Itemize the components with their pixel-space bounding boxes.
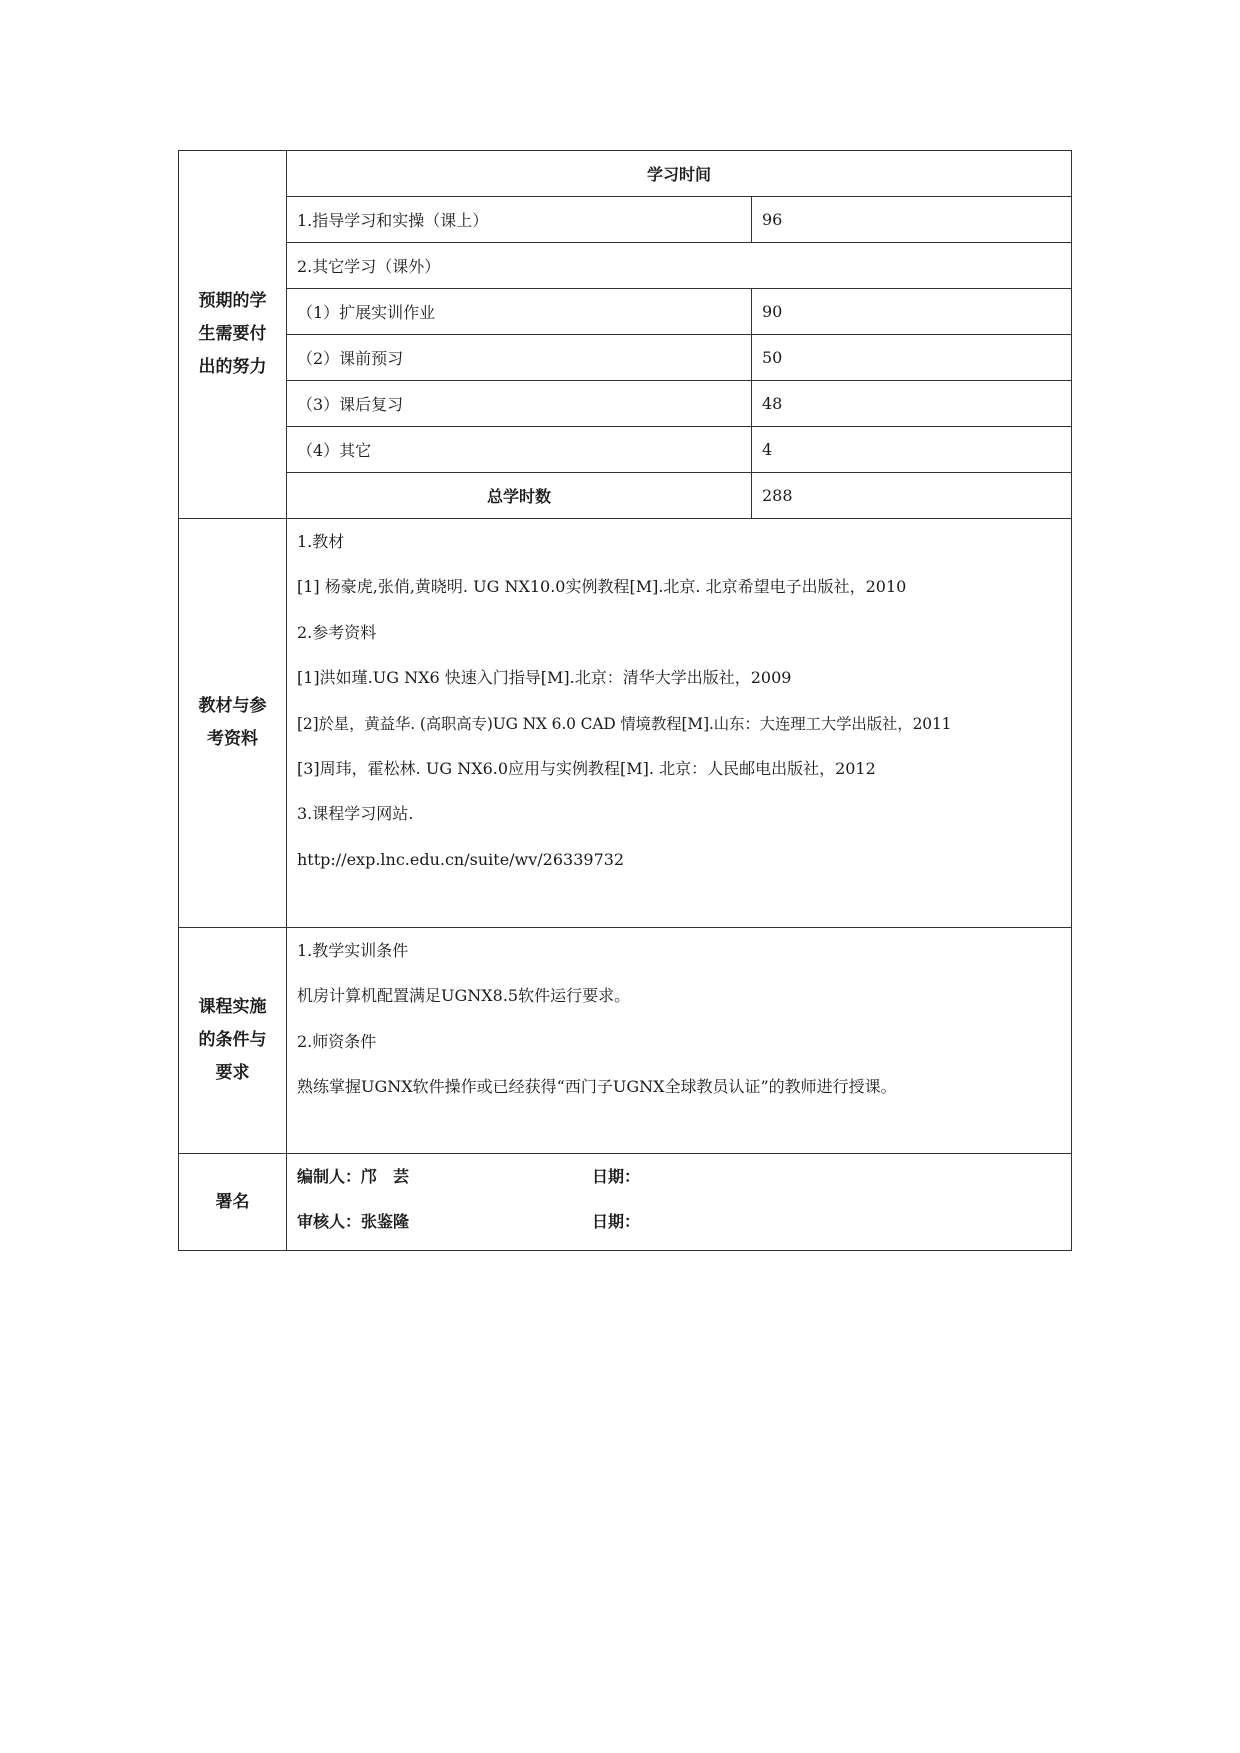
- materials-line: [1]洪如瑾.UG NX6 快速入门指导[M].北京：清华大学出版社，2009: [297, 668, 792, 688]
- signature-content: [287, 1154, 1072, 1251]
- conditions-line: 2.师资条件: [297, 1031, 377, 1051]
- materials-label-line-1: 教材与参: [198, 696, 267, 716]
- effort-row-value: 50: [752, 335, 1072, 381]
- total-hours-value: 288: [752, 473, 1072, 519]
- conditions-row: [179, 928, 1072, 1154]
- conditions-label: [179, 928, 287, 1154]
- effort-row-value: 96: [752, 197, 1072, 243]
- effort-row-label: 1.指导学习和实操（课上）: [287, 197, 752, 243]
- effort-row-value: 4: [752, 427, 1072, 473]
- materials-line: 1.教材: [297, 532, 345, 551]
- materials-line: 2.参考资料: [297, 622, 377, 642]
- effort-row-value: 90: [752, 289, 1072, 335]
- materials-row: [179, 519, 1072, 928]
- effort-row-label: （4）其它: [287, 427, 752, 473]
- effort-label-line-2: 生需要付: [198, 324, 267, 344]
- total-hours-row: [179, 473, 1072, 519]
- materials-line: [1] 杨豪虎,张俏,黄晓明. UG NX10.0实例教程[M].北京. 北京希望电子出版社，2010: [297, 577, 907, 597]
- course-info-table: [178, 150, 1072, 1251]
- conditions-line: 机房计算机配置满足UGNX8.5软件运行要求。: [297, 986, 631, 1006]
- conditions-content: [287, 928, 1072, 1154]
- editor-date: 日期：: [592, 1167, 641, 1186]
- materials-content: [287, 519, 1072, 928]
- total-hours-label: 总学时数: [287, 473, 752, 519]
- materials-line: [2]於星，黄益华. (高职高专)UG NX 6.0 CAD 情境教程[M].山东：大连理工大学出版社，2011: [297, 714, 952, 733]
- effort-row: [179, 335, 1072, 381]
- effort-row: [179, 289, 1072, 335]
- conditions-label-line-3: 要求: [215, 1063, 250, 1083]
- course-website-link: http://exp.lnc.edu.cn/suite/wv/26339732: [297, 849, 625, 869]
- materials-label: [179, 519, 287, 928]
- materials-line: 3.课程学习网站.: [297, 804, 414, 824]
- materials-label-line-2: 考资料: [207, 729, 258, 749]
- effort-row-value: 48: [752, 381, 1072, 427]
- effort-header-row: [179, 151, 1072, 197]
- effort-row-label: （1）扩展实训作业: [287, 289, 752, 335]
- effort-label: [179, 151, 287, 519]
- conditions-line: 1.教学实训条件: [297, 941, 409, 960]
- effort-label-line-3: 出的努力: [198, 357, 267, 377]
- conditions-label-line-2: 的条件与: [198, 1030, 267, 1050]
- signature-label: 署名: [179, 1154, 287, 1251]
- materials-line: [3]周玮，霍松林. UG NX6.0应用与实例教程[M]. 北京：人民邮电出版社，2012: [297, 758, 876, 778]
- effort-row-label: （2）课前预习: [287, 335, 752, 381]
- conditions-label-line-1: 课程实施: [198, 997, 267, 1017]
- effort-row: [179, 197, 1072, 243]
- reviewer-line: [297, 1205, 1061, 1250]
- editor-name: 编制人：邝 芸: [297, 1167, 410, 1186]
- reviewer-date: 日期：: [592, 1212, 641, 1231]
- study-time-header: 学习时间: [287, 151, 1072, 197]
- effort-row-label: 2.其它学习（课外）: [287, 243, 1072, 289]
- reviewer-name: 审核人：张鉴隆: [297, 1212, 410, 1231]
- editor-line: [297, 1160, 1061, 1205]
- effort-row-label: （3）课后复习: [287, 381, 752, 427]
- conditions-line: 熟练掌握UGNX软件操作或已经获得“西门子UGNX全球教员认证”的教师进行授课。: [297, 1077, 897, 1097]
- effort-row: [179, 427, 1072, 473]
- effort-label-line-1: 预期的学: [198, 291, 267, 311]
- signature-row: [179, 1154, 1072, 1251]
- effort-row: [179, 243, 1072, 289]
- effort-row: [179, 381, 1072, 427]
